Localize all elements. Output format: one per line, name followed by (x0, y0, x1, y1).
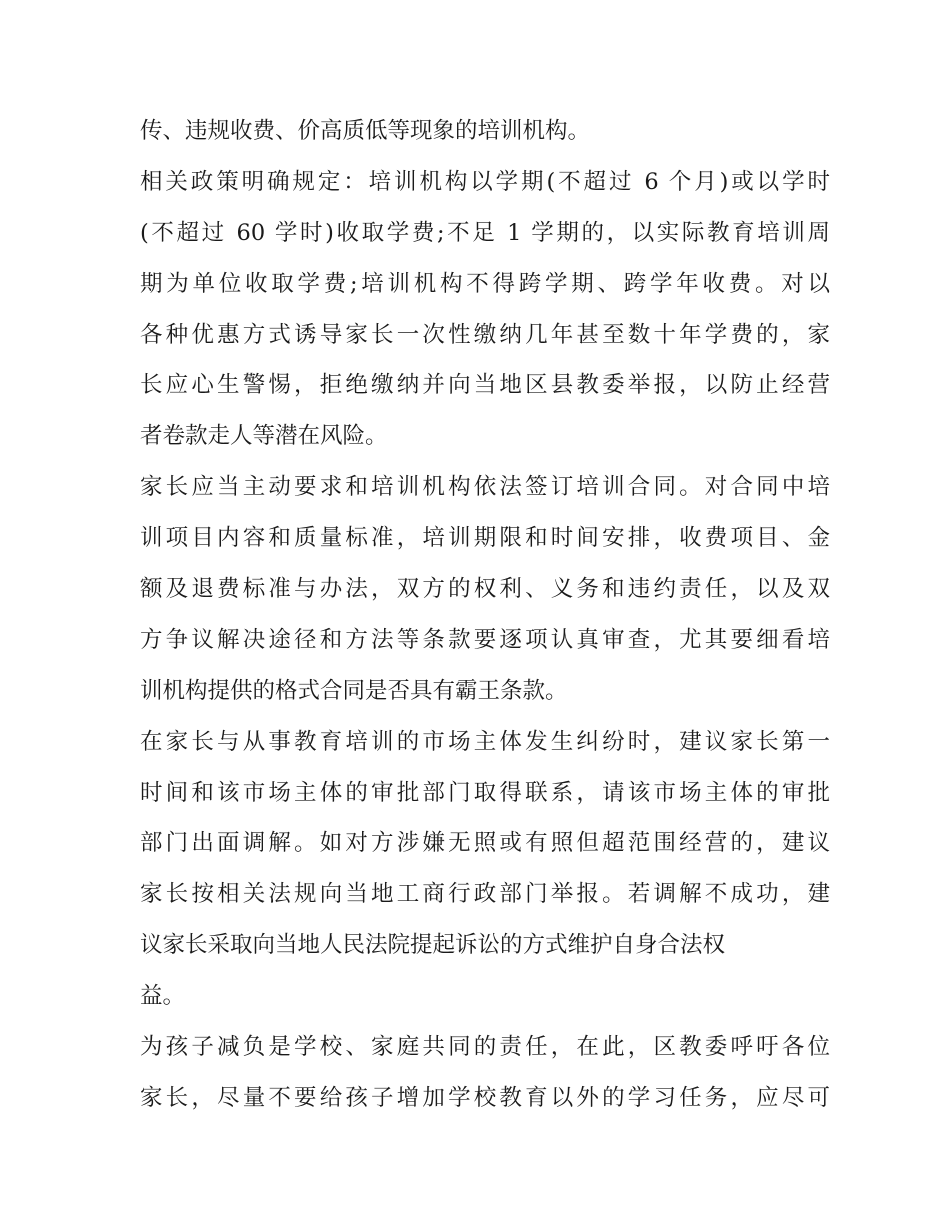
text-line: 训项目内容和质量标准，培训期限和时间安排，收费项目、金 (140, 525, 830, 552)
text-line: 传、违规收费、价高质低等现象的培训机构。 (140, 118, 591, 144)
text-line: (不超过 60 学时)收取学费;不足 1 学期的，以实际教育培训周 (140, 219, 830, 246)
paragraph (140, 157, 830, 462)
text-line: 各种优惠方式诱导家长一次性缴纳几年甚至数十年学费的，家 (140, 321, 830, 348)
text-line: 相关政策明确规定：培训机构以学期(不超过 6 个月)或以学时 (140, 168, 830, 195)
text-line: 家长按相关法规向当地工商行政部门举报。若调解不成功，建 (140, 881, 830, 908)
paragraph (140, 106, 830, 157)
text-line: 在家长与从事教育培训的市场主体发生纠纷时，建议家长第一 (140, 728, 830, 755)
text-line: 额及退费标准与办法，双方的权利、义务和违约责任，以及双 (140, 576, 830, 603)
text-line: 家长，尽量不要给孩子增加学校教育以外的学习任务，应尽可 (140, 1084, 830, 1111)
text-line: 时间和该市场主体的审批部门取得联系，请该市场主体的审批 (140, 779, 830, 806)
paragraph (140, 717, 830, 1022)
text-line: 部门出面调解。如对方涉嫌无照或有照但超范围经营的，建议 (140, 830, 830, 857)
paragraph (140, 462, 830, 716)
document-body (140, 106, 830, 1124)
paragraph (140, 1022, 830, 1124)
text-line: 长应心生警惕，拒绝缴纳并向当地区县教委举报，以防止经营 (140, 372, 830, 399)
text-line: 家长应当主动要求和培训机构依法签订培训合同。对合同中培 (140, 474, 830, 501)
text-line: 方争议解决途径和方法等条款要逐项认真审查，尤其要细看培 (140, 626, 830, 653)
text-line: 者卷款走人等潜在风险。 (140, 423, 388, 450)
text-line: 议家长采取向当地人民法院提起诉讼的方式维护自身合法权 (140, 932, 726, 959)
text-line: 为孩子减负是学校、家庭共同的责任，在此，区教委呼吁各位 (140, 1034, 830, 1061)
text-line: 期为单位收取学费;培训机构不得跨学期、跨学年收费。对以 (140, 270, 830, 297)
text-line: 训机构提供的格式合同是否具有霸王条款。 (140, 677, 568, 704)
text-line: 益。 (140, 983, 186, 1010)
